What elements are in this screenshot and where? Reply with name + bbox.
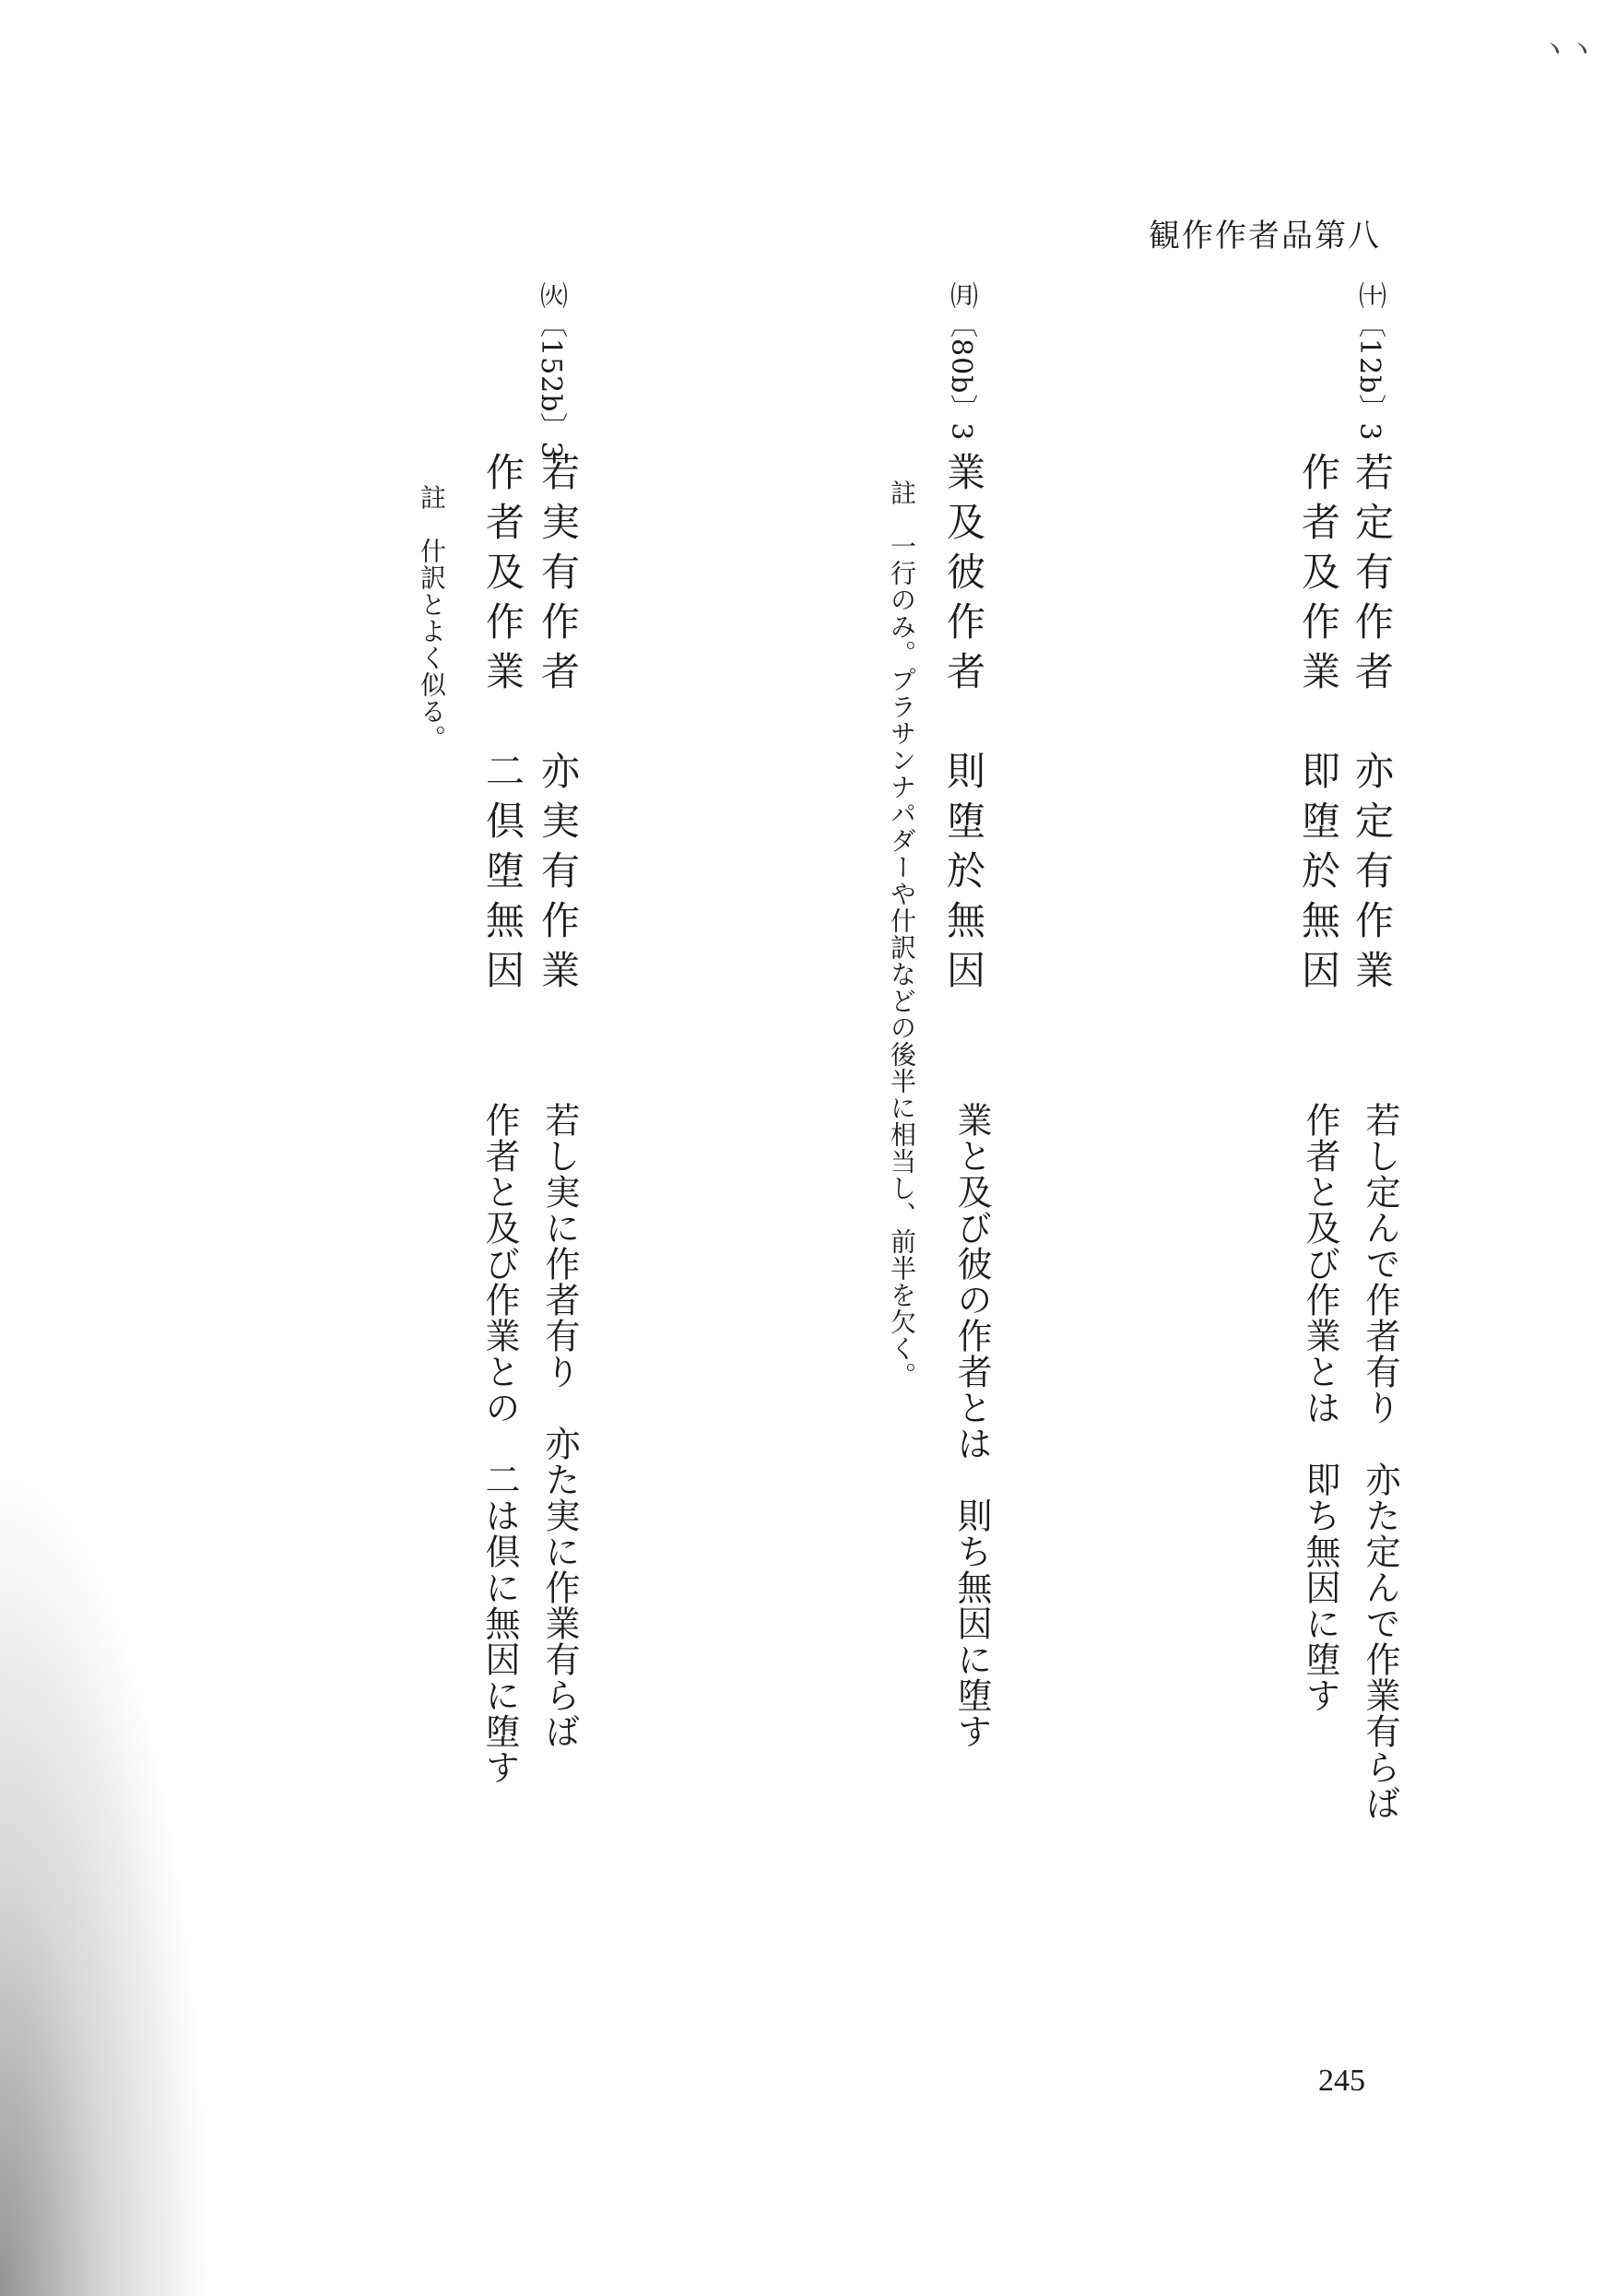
page-number: 245 <box>1318 2064 1365 2098</box>
block-1-verse-line-2: 作者及作業 即堕於無因 <box>1296 452 1341 1000</box>
block-2-translation-line-1: 業と及び彼の作者とは 則ち無因に堕す <box>951 1102 992 1749</box>
corner-mark: ヽヽ <box>1540 33 1596 65</box>
block-2-verse-line-1: 業及彼作者 則堕於無因 <box>941 452 986 1000</box>
scan-shadow <box>0 1466 212 2296</box>
block-1-verse-line-1: 若定有作者 亦定有作業 <box>1350 452 1395 1000</box>
block-3-translation-line-2: 作者と及び作業との 二は倶に無因に堕す <box>479 1102 520 1785</box>
block-2-note: 註 一行のみ。プラサンナパダーや什訳などの後半に相当し、前半を欠く。 <box>887 479 917 1389</box>
block-1-ref: ㈩〔12b〕3 <box>1353 281 1386 442</box>
block-3-ref: ㈫〔152b〕3 <box>535 281 567 460</box>
block-3-verse-line-2: 作者及作業 二倶堕無因 <box>480 452 525 1000</box>
block-3-verse-line-1: 若実有作者 亦実有作業 <box>536 452 581 1000</box>
running-head: 観作作者品第八 <box>1149 218 1381 254</box>
block-2-ref: ㈪〔80b〕3 <box>945 281 977 442</box>
block-1-translation-line-2: 作者と及び作業とは 即ち無因に堕す <box>1300 1102 1340 1713</box>
block-3-note: 註 什訳とよく似る。 <box>417 484 447 752</box>
block-3-translation-line-1: 若し実に作者有り 亦た実に作業有らば <box>539 1102 580 1749</box>
block-1-translation-line-1: 若し定んで作者有り 亦た定んで作業有らば <box>1360 1102 1400 1821</box>
